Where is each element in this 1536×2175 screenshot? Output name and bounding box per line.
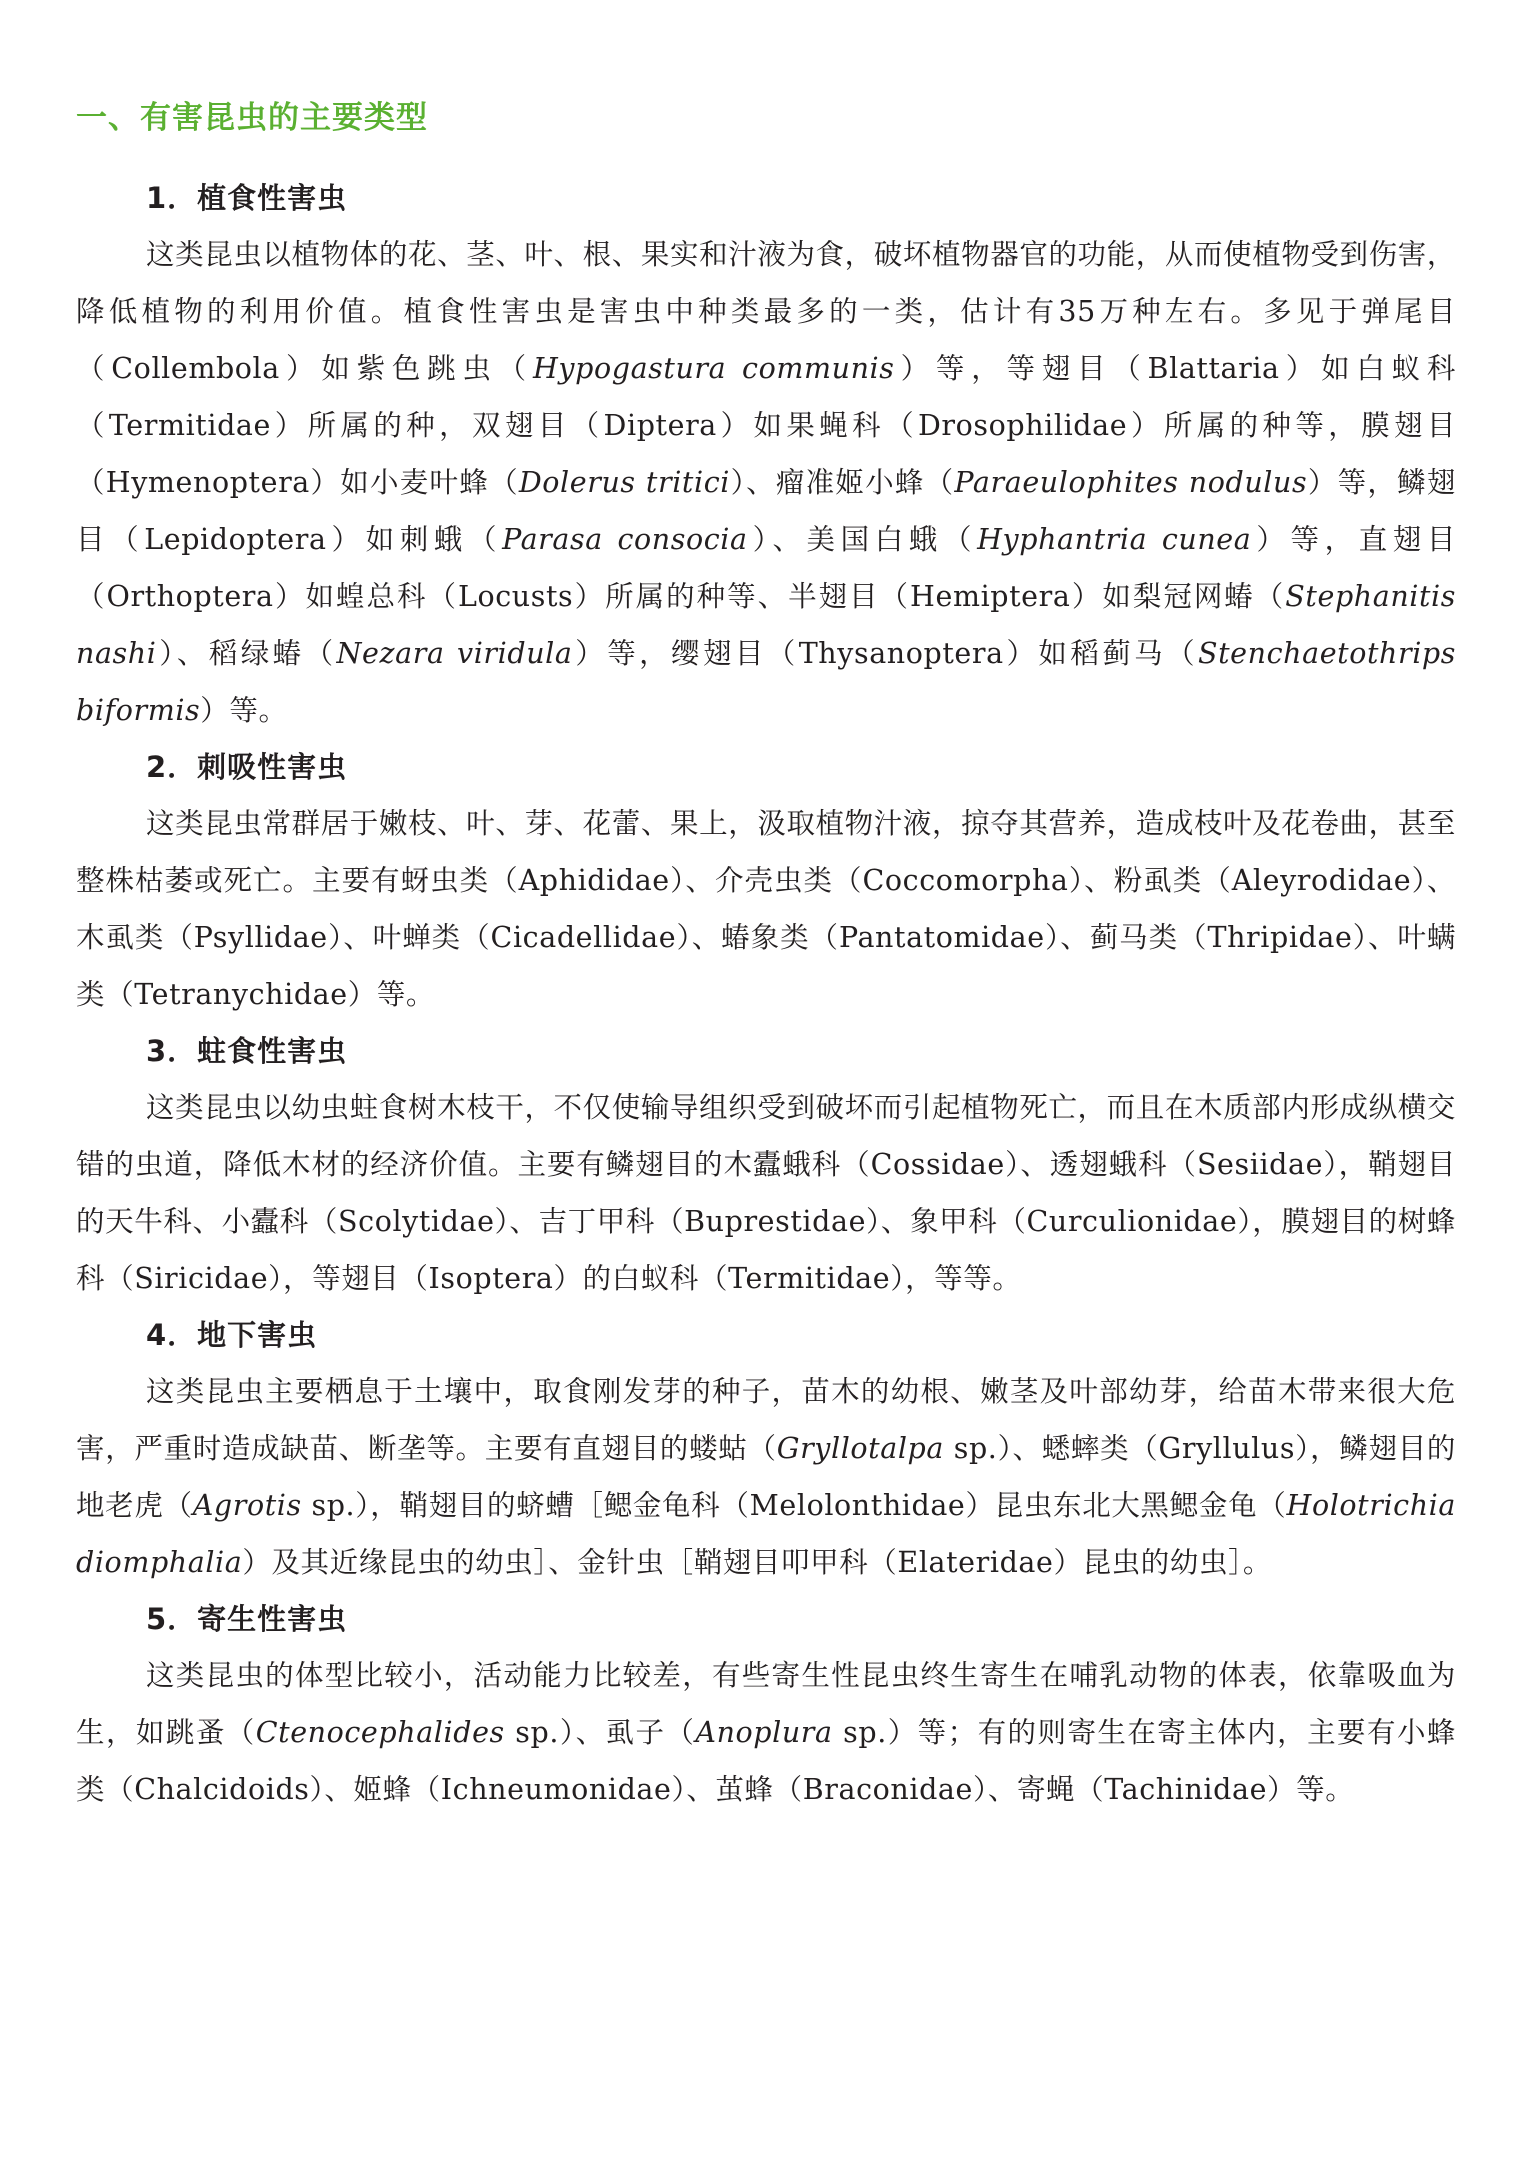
subsection-paragraph xyxy=(76,226,1456,739)
document-page xyxy=(76,96,1456,1818)
species-name-italic: Paraeulophites nodulus xyxy=(954,466,1308,499)
species-name-italic: Ctenocephalides xyxy=(255,1716,505,1749)
subsection-title: 3．蛀食性害虫 xyxy=(146,1034,348,1068)
subsection-paragraph xyxy=(76,1647,1456,1818)
subsection-paragraph xyxy=(76,1079,1456,1307)
section-title: 一、有害昆虫的主要类型 xyxy=(76,100,428,136)
text-segment: ）、美国白蛾（ xyxy=(747,523,978,556)
species-name-italic: Gryllotalpa xyxy=(776,1432,944,1465)
species-name-italic: Holotrichia diomphalia xyxy=(76,1489,1456,1579)
text-segment: sp.）等；有的则寄生在寄主体内，主要有小蜂类（Chalcidoids）、姬蜂（Ichneumonidae）、茧蜂（Braconidae）、寄蝇（Tachinidae）等。 xyxy=(76,1716,1456,1806)
text-segment: ）、稻绿蝽（ xyxy=(156,637,337,670)
text-segment: ）等。 xyxy=(200,694,288,727)
species-name-italic: Dolerus tritici xyxy=(518,466,730,499)
species-name-italic: Anoplura xyxy=(695,1716,833,1749)
text-segment: sp.）、虱子（ xyxy=(504,1716,696,1749)
text-segment: 这类昆虫以植物体的花、茎、叶、根、果实和汁液为食，破坏植物器官的功能，从而使植物受到伤害，降低植物的利用价值。植食性害虫是害虫中种类最多的一类，估计有35万种左右。多见于弹尾目（Collembola）如紫色跳虫（ xyxy=(76,238,1456,385)
text-segment: ）、瘤准姬小蜂（ xyxy=(729,466,955,499)
species-name-italic: Nezara viridula xyxy=(336,637,573,670)
species-name-italic: Hypogastura communis xyxy=(532,352,895,385)
text-segment: 这类昆虫以幼虫蛀食树木枝干，不仅使输导组织受到破坏而引起植物死亡，而且在木质部内形成纵横交错的虫道，降低木材的经济价值。主要有鳞翅目的木蠹蛾科（Cossidae）、透翅蛾科（Sesiidae），鞘翅目的天牛科、小蠹科（Scolytidae）、吉丁甲科（Buprestidae）、象甲科（Curculionidae），膜翅目的树蜂科（Siricidae），等翅目（Isoptera）的白蚁科（Termitidae），等等。 xyxy=(76,1091,1456,1295)
subsection-title: 2．刺吸性害虫 xyxy=(146,750,348,784)
text-segment: ）等，直翅目（Orthoptera）如蝗总科（Locusts）所属的种等、半翅目（Hemiptera）如梨冠网蝽（ xyxy=(76,523,1456,613)
species-name-italic: Stephanitis nashi xyxy=(76,580,1456,670)
text-segment: ）及其近缘昆虫的幼虫］、金针虫［鞘翅目叩甲科（Elateridae）昆虫的幼虫］。 xyxy=(242,1546,1273,1579)
text-segment: ）等，鳞翅目（Lepidoptera）如刺蛾（ xyxy=(76,466,1456,556)
species-name-italic: Parasa consocia xyxy=(502,523,748,556)
subsection-paragraph xyxy=(76,1363,1456,1591)
subsection-paragraph xyxy=(76,795,1456,1023)
text-segment: ）等，缨翅目（Thysanoptera）如稻蓟马（ xyxy=(572,637,1198,670)
sections-container xyxy=(76,170,1456,1818)
text-segment: sp.）、蟋蟀类（Gryllulus），鳞翅目的地老虎（ xyxy=(76,1432,1456,1522)
subsection-title: 1．植食性害虫 xyxy=(146,181,348,215)
species-name-italic: Agrotis xyxy=(192,1489,302,1522)
text-segment: 这类昆虫主要栖息于土壤中，取食刚发芽的种子，苗木的幼根、嫩茎及叶部幼芽，给苗木带来很大危害，严重时造成缺苗、断垄等。主要有直翅目的蝼蛄（ xyxy=(76,1375,1456,1465)
text-segment: 这类昆虫常群居于嫩枝、叶、芽、花蕾、果上，汲取植物汁液，掠夺其营养，造成枝叶及花卷曲，甚至整株枯萎或死亡。主要有蚜虫类（Aphididae）、介壳虫类（Coccomorpha）、粉虱类（Aleyrodidae）、木虱类（Psyllidae）、叶蝉类（Cicadellidae）、蝽象类（Pantatomidae）、蓟马类（Thripidae）、叶螨类（Tetranychidae）等。 xyxy=(76,807,1456,1011)
subsection-title: 5．寄生性害虫 xyxy=(146,1602,348,1636)
species-name-italic: Hyphantria cunea xyxy=(977,523,1252,556)
text-segment: ）等，等翅目（Blattaria）如白蚁科（Termitidae）所属的种，双翅目（Diptera）如果蝇科（Drosophilidae）所属的种等，膜翅目（Hymenoptera）如小麦叶蜂（ xyxy=(76,352,1456,499)
text-segment: 这类昆虫的体型比较小，活动能力比较差，有些寄生性昆虫终生寄生在哺乳动物的体表，依靠吸血为生，如跳蚤（ xyxy=(76,1659,1456,1749)
subsection-title: 4．地下害虫 xyxy=(146,1318,318,1352)
species-name-italic: Stenchaetothrips biformis xyxy=(76,637,1456,727)
text-segment: sp.），鞘翅目的蛴螬［鳃金龟科（Melolonthidae）昆虫东北大黑鳃金龟（ xyxy=(301,1489,1287,1522)
